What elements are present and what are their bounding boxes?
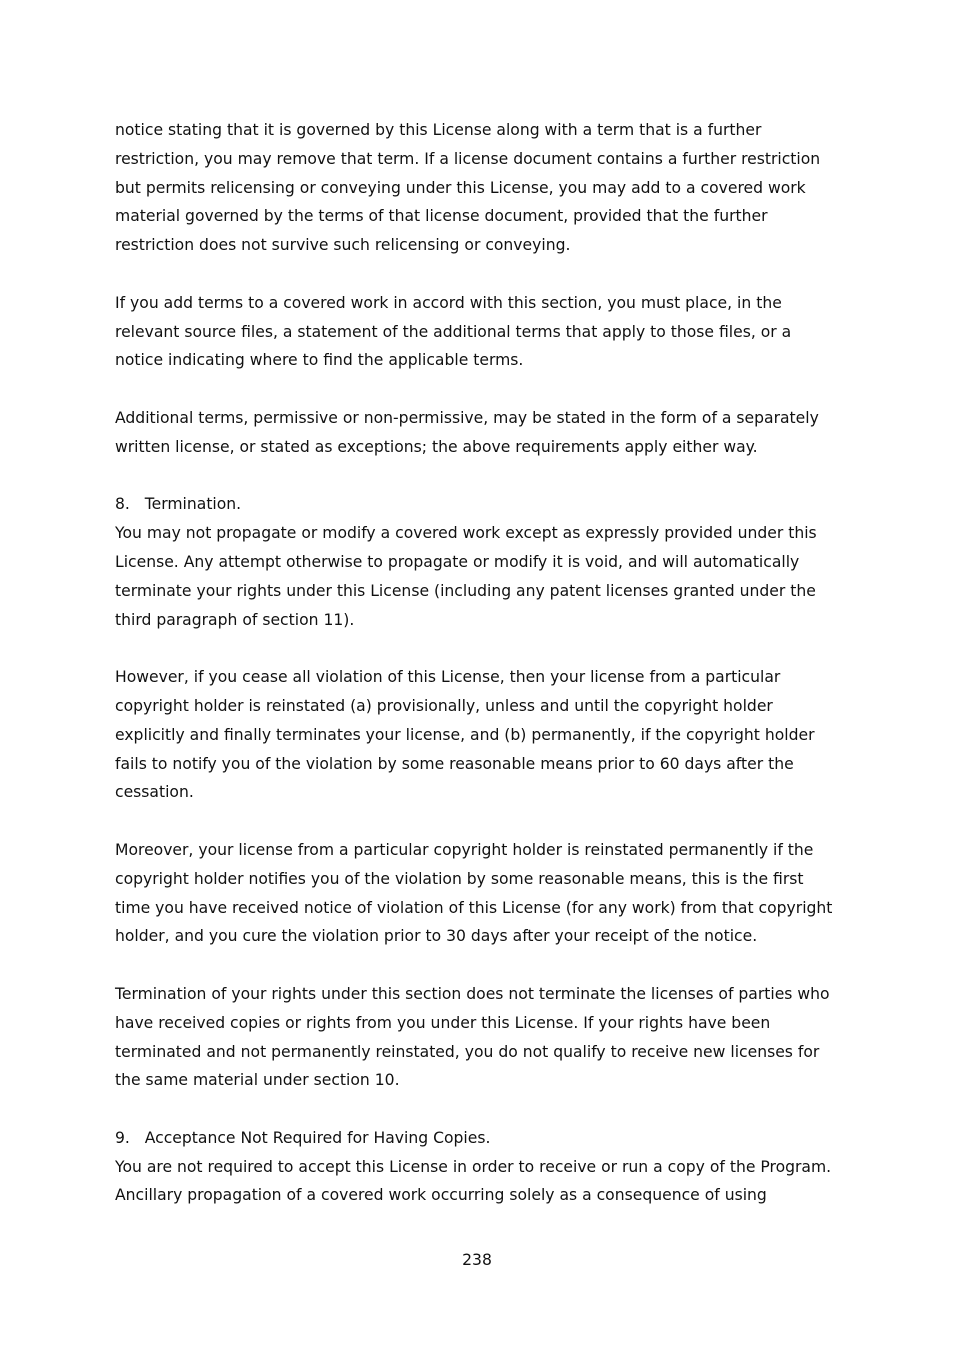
paragraph: Additional terms, permissive or non-permissive, may be stated in the form of a separately written license, or stated as exceptions; the above requirements apply either way.	[115, 408, 819, 456]
paragraph: You may not propagate or modify a covered work except as expressly provided under this License. Any attempt otherwise to propagate or modify it is void, and will automatically terminate your rights under this License (including any patent licenses granted under the third paragraph of section 11).	[115, 524, 817, 629]
paragraph: However, if you cease all violation of this License, then your license from a particular copyright holder is reinstated (a) provisionally, unless and until the copyright holder explicitly and finally terminates your license, and (b) permanently, if the copyright holder fails to notify you of the violation by some reasonable means prior to 60 days after the cessation.	[115, 668, 815, 802]
paragraph: Moreover, your license from a particular copyright holder is reinstated permanently if the copyright holder notifies you of the violation by some reasonable means, this is the first time you have received notice of violation of this License (for any work) from that copyright holder, and you cure the violation prior to 30 days after your receipt of the notice.	[115, 840, 833, 946]
page-number: 238	[462, 1251, 492, 1269]
paragraph: Termination of your rights under this section does not terminate the licenses of parties who have received copies or rights from you under this License. If your rights have been terminated and not permanently reinstated, you do not qualify to receive new licenses for the same material under section 10.	[115, 984, 830, 1090]
document-body	[115, 116, 841, 1239]
paragraph: You are not required to accept this License in order to receive or run a copy of the Program. Ancillary propagation of a covered work occurring solely as a consequence of using	[115, 1157, 832, 1205]
section-heading-acceptance: 9. Acceptance Not Required for Having Copies.	[115, 1128, 491, 1147]
section-heading-termination: 8. Termination.	[115, 495, 242, 514]
paragraph: notice stating that it is governed by this License along with a term that is a further restriction, you may remove that term. If a license document contains a further restriction but permits relicensing or conveying under this License, you may add to a covered work material governed by the terms of that license document, provided that the further restriction does not survive such relicensing or conveying.	[115, 121, 821, 255]
paragraph: If you add terms to a covered work in accord with this section, you must place, in the relevant source files, a statement of the additional terms that apply to those files, or a notice indicating where to find the applicable terms.	[115, 293, 792, 370]
